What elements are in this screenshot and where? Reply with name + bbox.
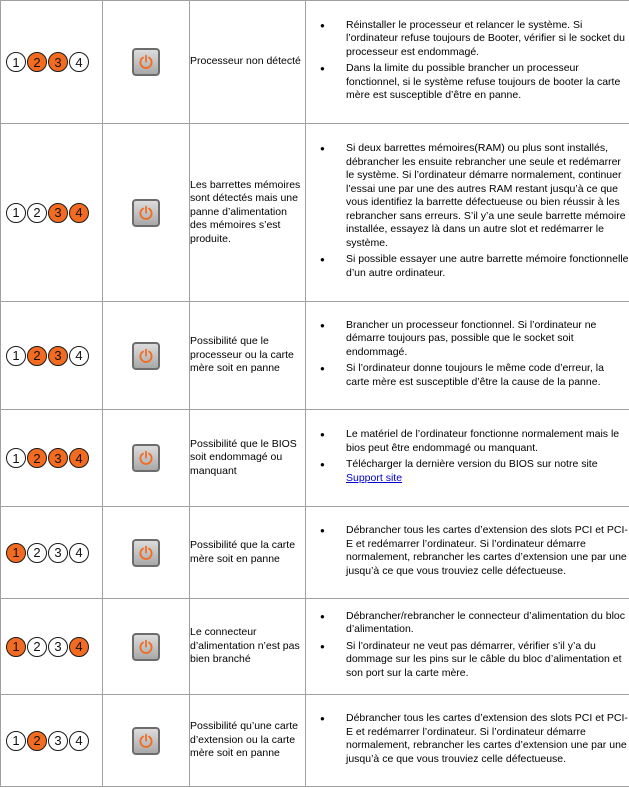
diagnostic-led-2-off: 2	[27, 203, 47, 223]
list-item	[346, 428, 629, 455]
corrective-actions-list	[306, 712, 629, 766]
corrective-actions-list	[306, 319, 629, 390]
diagnostic-table-body	[1, 1, 629, 787]
diagnostic-led-4-off: 4	[69, 52, 89, 72]
led-pattern-cell	[1, 695, 103, 787]
power-light-cell	[103, 507, 190, 599]
list-item	[346, 712, 629, 766]
action-text: Si deux barrettes mémoires(RAM) ou plus sont installés, débrancher les ensuite rebrancher une seule et redémarrer le système. Si l’ordinateur démarre normalement, continuer l’essai une par une des autres RAM restant jusqu’à ce que vous identifiez la barrette défectueuse ou bien réussir à les rebrancher sans erreurs. S’il y’a une seule barrette mémoire installée, essayez là dans un autre slot et redémarrer le système.	[346, 142, 626, 249]
led-pattern-cell	[1, 1, 103, 124]
table-row	[1, 507, 629, 599]
corrective-actions-cell	[306, 302, 629, 410]
diagnostic-led-2-on: 2	[27, 52, 47, 72]
action-text: Si l’ordinateur ne veut pas démarrer, vérifier s’il y’a du dommage sur les pins sur le câble du bloc d’alimentation et son port sur la carte mère.	[346, 639, 622, 679]
diagnostic-led-4-on: 4	[69, 637, 89, 657]
corrective-actions-list	[306, 19, 629, 103]
diagnostic-led-4-off: 4	[69, 731, 89, 751]
table-row	[1, 599, 629, 695]
list-item	[346, 458, 629, 485]
diagnostic-led-4-on: 4	[69, 448, 89, 468]
led-pattern-cell	[1, 599, 103, 695]
table-row	[1, 302, 629, 410]
action-text: Débrancher/rebrancher le connecteur d’alimentation du bloc d’alimentation.	[346, 609, 625, 636]
diagnostic-led-3-off: 3	[48, 543, 68, 563]
action-text: Débrancher tous les cartes d’extension des slots PCI et PCI-E et redémarrer l’ordinateur. Si l’ordinateur démarre normalement, rebrancher les cartes d’extension une par une jusqu’à ce que vous trouviez celle défectueuse.	[346, 712, 628, 765]
diagnostic-led-2-on: 2	[27, 731, 47, 751]
action-text: Réinstaller le processeur et relancer le système. Si l’ordinateur refuse toujours de Booter, vérifier si le socket du processeur est endommagé.	[346, 18, 625, 58]
power-light-cell	[103, 1, 190, 124]
led-pattern-cell	[1, 124, 103, 302]
diagnostic-led-1-on: 1	[6, 637, 26, 657]
diagnostic-led-4-off: 4	[69, 543, 89, 563]
corrective-actions-cell	[306, 1, 629, 124]
led-pattern	[1, 543, 102, 563]
power-button-icon	[132, 539, 160, 567]
power-button-icon	[132, 444, 160, 472]
led-pattern	[1, 346, 102, 366]
corrective-actions-cell	[306, 695, 629, 787]
diagnostic-led-2-on: 2	[27, 448, 47, 468]
list-item	[346, 62, 629, 103]
table-row	[1, 1, 629, 124]
power-light-cell	[103, 695, 190, 787]
diagnostic-led-1-off: 1	[6, 731, 26, 751]
action-text: Si possible essayer une autre barrette mémoire fonctionnelle d’un autre ordinateur.	[346, 253, 629, 279]
list-item	[346, 142, 629, 250]
led-pattern	[1, 448, 102, 468]
power-light-cell	[103, 124, 190, 302]
led-pattern	[1, 637, 102, 657]
diagnostic-led-3-on: 3	[48, 346, 68, 366]
power-light-cell	[103, 302, 190, 410]
diagnostic-led-1-off: 1	[6, 52, 26, 72]
list-item	[346, 640, 629, 681]
power-button-icon	[132, 199, 160, 227]
diagnostic-led-1-off: 1	[6, 203, 26, 223]
diagnostic-led-2-off: 2	[27, 637, 47, 657]
problem-description: Possibilité que le processeur ou la carte mère soit en panne	[190, 302, 306, 410]
support-site-link[interactable]: Support site	[346, 471, 403, 484]
corrective-actions-cell	[306, 124, 629, 302]
action-text: Le matériel de l’ordinateur fonctionne normalement mais le bios peut être endommagé ou manquant.	[346, 428, 620, 454]
list-item	[346, 362, 629, 389]
power-light-cell	[103, 410, 190, 507]
corrective-actions-cell	[306, 599, 629, 695]
led-pattern-cell	[1, 507, 103, 599]
power-button-icon	[132, 727, 160, 755]
corrective-actions-list	[306, 524, 629, 578]
list-item	[346, 610, 629, 637]
power-button-icon	[132, 48, 160, 76]
diagnostic-led-4-on: 4	[69, 203, 89, 223]
action-text: Si l’ordinateur donne toujours le même code d’erreur, la carte mère est susceptible d’être la cause de la panne.	[346, 362, 604, 388]
led-pattern	[1, 52, 102, 72]
power-light-cell	[103, 599, 190, 695]
action-text: Télécharger la dernière version du BIOS sur notre site	[346, 458, 598, 470]
diagnostic-led-2-on: 2	[27, 346, 47, 366]
led-pattern	[1, 203, 102, 223]
list-item	[346, 524, 629, 578]
action-text: Dans la limite du possible brancher un processeur fonctionnel, si le système refuse toujours de booter la carte mère est susceptible d’être en panne.	[346, 62, 621, 101]
diagnostic-led-1-off: 1	[6, 448, 26, 468]
corrective-actions-list	[306, 142, 629, 280]
list-item	[346, 253, 629, 280]
diagnostic-led-2-off: 2	[27, 543, 47, 563]
problem-description: Les barrettes mémoires sont détectés mais une panne d’alimentation des mémoires s’est produite.	[190, 124, 306, 302]
diagnostic-led-3-off: 3	[48, 731, 68, 751]
action-text: Brancher un processeur fonctionnel. Si l’ordinateur ne démarre toujours pas, possible que le socket soit endommagé.	[346, 318, 597, 358]
list-item	[346, 319, 629, 360]
diagnostic-led-3-on: 3	[48, 52, 68, 72]
table-row	[1, 410, 629, 507]
action-text: Débrancher tous les cartes d’extension des slots PCI et PCI-E et redémarrer l’ordinateur. Si l’ordinateur démarre normalement, rebrancher les cartes d’extension une par une jusqu’à ce que vous trouviez celle défectueuse.	[346, 524, 628, 577]
diagnostic-led-3-off: 3	[48, 637, 68, 657]
power-button-icon	[132, 342, 160, 370]
power-button-icon	[132, 633, 160, 661]
corrective-actions-cell	[306, 410, 629, 507]
corrective-actions-cell	[306, 507, 629, 599]
diagnostic-led-3-on: 3	[48, 448, 68, 468]
table-row	[1, 695, 629, 787]
problem-description: Le connecteur d’alimentation n’est pas bien branché	[190, 599, 306, 695]
diagnostic-led-1-off: 1	[6, 346, 26, 366]
diagnostic-led-4-off: 4	[69, 346, 89, 366]
table-row	[1, 124, 629, 302]
problem-description: Processeur non détecté	[190, 1, 306, 124]
problem-description: Possibilité qu’une carte d’extension ou la carte mère soit en panne	[190, 695, 306, 787]
corrective-actions-list	[306, 428, 629, 485]
list-item	[346, 19, 629, 60]
diagnostic-led-3-on: 3	[48, 203, 68, 223]
corrective-actions-list	[306, 610, 629, 681]
problem-description: Possibilité que la carte mère soit en panne	[190, 507, 306, 599]
led-pattern-cell	[1, 410, 103, 507]
problem-description: Possibilité que le BIOS soit endommagé ou manquant	[190, 410, 306, 507]
led-pattern	[1, 731, 102, 751]
led-pattern-cell	[1, 302, 103, 410]
diagnostic-led-1-on: 1	[6, 543, 26, 563]
